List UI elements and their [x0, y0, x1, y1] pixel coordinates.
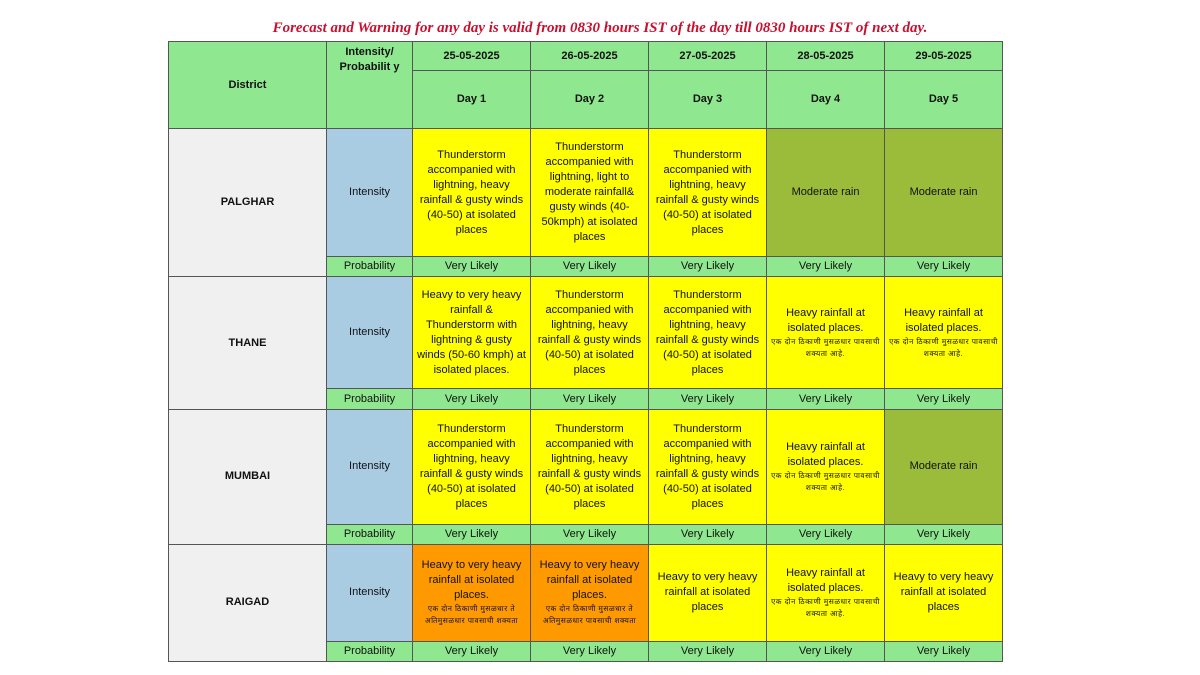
probability-cell: Very Likely	[767, 389, 885, 409]
forecast-marathi-text: एक दोन ठिकाणी मुसळधार ते अतिमुसळधार पावसाची शक्यता	[424, 604, 519, 626]
forecast-table	[168, 41, 1003, 662]
forecast-text: Heavy rainfall at isolated places.	[786, 440, 865, 468]
probability-cell: Very Likely	[413, 257, 531, 277]
probability-cell: Very Likely	[649, 641, 767, 661]
forecast-text: Thunderstorm accompanied with lightning, heavy rainfall & gusty winds (40-50) at isolated places	[419, 422, 524, 510]
forecast-text: Heavy to very heavy rainfall at isolated places.	[539, 559, 640, 602]
probability-cell: Very Likely	[885, 389, 1003, 409]
probability-cell: Very Likely	[767, 641, 885, 661]
district-intensity-row	[169, 409, 1003, 524]
probability-label: Probability	[327, 524, 413, 544]
header-district: District	[169, 42, 327, 129]
district-name: RAIGAD	[169, 544, 327, 661]
probability-cell: Very Likely	[531, 641, 649, 661]
header-day: Day 4	[767, 71, 885, 129]
probability-cell: Very Likely	[649, 524, 767, 544]
header-date: 25-05-2025	[413, 42, 531, 71]
forecast-cell	[531, 129, 649, 257]
forecast-cell	[767, 544, 885, 641]
forecast-text: Heavy to very heavy rainfall at isolated places	[893, 571, 994, 614]
intensity-label: Intensity	[327, 409, 413, 524]
header-day: Day 2	[531, 71, 649, 129]
district-name: THANE	[169, 277, 327, 409]
intensity-label: Intensity	[327, 129, 413, 257]
district-intensity-row	[169, 544, 1003, 641]
forecast-marathi-text: एक दोन ठिकाणी मुसळधार पावसाची शक्यता आहे.	[771, 336, 880, 358]
forecast-text: Moderate rain	[909, 460, 978, 473]
forecast-text: Thunderstorm accompanied with lightning, heavy rainfall & gusty winds (40-50) at isolated places	[655, 288, 760, 376]
probability-cell: Very Likely	[767, 524, 885, 544]
probability-cell: Very Likely	[885, 257, 1003, 277]
forecast-text: Heavy to very heavy rainfall & Thunderstorm with lightning & gusty winds (50-60 kmph) at isolated places.	[417, 288, 526, 376]
probability-label: Probability	[327, 257, 413, 277]
header-date: 27-05-2025	[649, 42, 767, 71]
probability-cell: Very Likely	[531, 524, 649, 544]
forecast-cell	[885, 129, 1003, 257]
forecast-cell	[413, 409, 531, 524]
forecast-text: Heavy rainfall at isolated places.	[786, 566, 865, 594]
forecast-text: Moderate rain	[791, 186, 860, 199]
intensity-label: Intensity	[327, 277, 413, 389]
district-intensity-row	[169, 129, 1003, 257]
forecast-text: Heavy rainfall at isolated places.	[786, 306, 865, 334]
probability-cell: Very Likely	[649, 257, 767, 277]
forecast-cell	[649, 277, 767, 389]
page-title: Forecast and Warning for any day is valid from 0830 hours IST of the day till 0830 hours IST of next day.	[272, 20, 928, 36]
header-date: 26-05-2025	[531, 42, 649, 71]
header-day: Day 3	[649, 71, 767, 129]
header-intensity-probability: Intensity/ Probabilit y	[327, 42, 413, 129]
forecast-text: Heavy to very heavy rainfall at isolated places.	[421, 559, 522, 602]
district-name: PALGHAR	[169, 129, 327, 277]
probability-cell: Very Likely	[885, 524, 1003, 544]
forecast-text: Thunderstorm accompanied with lightning, heavy rainfall & gusty winds (40-50) at isolated places	[537, 288, 642, 376]
forecast-cell	[531, 544, 649, 641]
forecast-text: Heavy rainfall at isolated places.	[904, 306, 983, 334]
forecast-cell	[885, 409, 1003, 524]
forecast-text: Heavy to very heavy rainfall at isolated places	[657, 571, 758, 614]
forecast-text: Moderate rain	[909, 186, 978, 199]
header-date: 28-05-2025	[767, 42, 885, 71]
forecast-cell	[885, 544, 1003, 641]
forecast-cell	[413, 544, 531, 641]
probability-cell: Very Likely	[767, 257, 885, 277]
probability-cell: Very Likely	[885, 641, 1003, 661]
forecast-cell	[413, 129, 531, 257]
probability-cell: Very Likely	[531, 389, 649, 409]
probability-cell: Very Likely	[413, 389, 531, 409]
forecast-text: Thunderstorm accompanied with lightning, heavy rainfall & gusty winds (40-50) at isolated places	[537, 422, 642, 510]
district-name: MUMBAI	[169, 409, 327, 544]
probability-cell: Very Likely	[413, 524, 531, 544]
forecast-text: Thunderstorm accompanied with lightning, light to moderate rainfall& gusty winds (40-50kmph) at isolated places	[541, 141, 638, 244]
forecast-marathi-text: एक दोन ठिकाणी मुसळधार पावसाची शक्यता आहे.	[771, 470, 880, 492]
header-day: Day 1	[413, 71, 531, 129]
forecast-cell	[649, 129, 767, 257]
forecast-body	[169, 129, 1003, 662]
forecast-marathi-text: एक दोन ठिकाणी मुसळधार पावसाची शक्यता आहे.	[771, 596, 880, 618]
forecast-cell	[767, 129, 885, 257]
forecast-cell	[767, 409, 885, 524]
forecast-cell	[885, 277, 1003, 389]
district-intensity-row	[169, 277, 1003, 389]
forecast-cell	[413, 277, 531, 389]
probability-label: Probability	[327, 389, 413, 409]
header-day: Day 5	[885, 71, 1003, 129]
header-date: 29-05-2025	[885, 42, 1003, 71]
forecast-cell	[767, 277, 885, 389]
forecast-marathi-text: एक दोन ठिकाणी मुसळधार पावसाची शक्यता आहे.	[889, 336, 998, 358]
probability-cell: Very Likely	[413, 641, 531, 661]
probability-cell: Very Likely	[649, 389, 767, 409]
probability-cell: Very Likely	[531, 257, 649, 277]
forecast-marathi-text: एक दोन ठिकाणी मुसळधार ते अतिमुसळधार पावसाची शक्यता	[542, 604, 637, 626]
probability-label: Probability	[327, 641, 413, 661]
forecast-text: Thunderstorm accompanied with lightning, heavy rainfall & gusty winds (40-50) at isolated places	[655, 422, 760, 510]
forecast-cell	[649, 409, 767, 524]
forecast-cell	[649, 544, 767, 641]
forecast-text: Thunderstorm accompanied with lightning, heavy rainfall & gusty winds (40-50) at isolated places	[655, 148, 760, 236]
forecast-cell	[531, 277, 649, 389]
forecast-text: Thunderstorm accompanied with lightning, heavy rainfall & gusty winds (40-50) at isolated places	[419, 148, 524, 236]
intensity-label: Intensity	[327, 544, 413, 641]
forecast-cell	[531, 409, 649, 524]
